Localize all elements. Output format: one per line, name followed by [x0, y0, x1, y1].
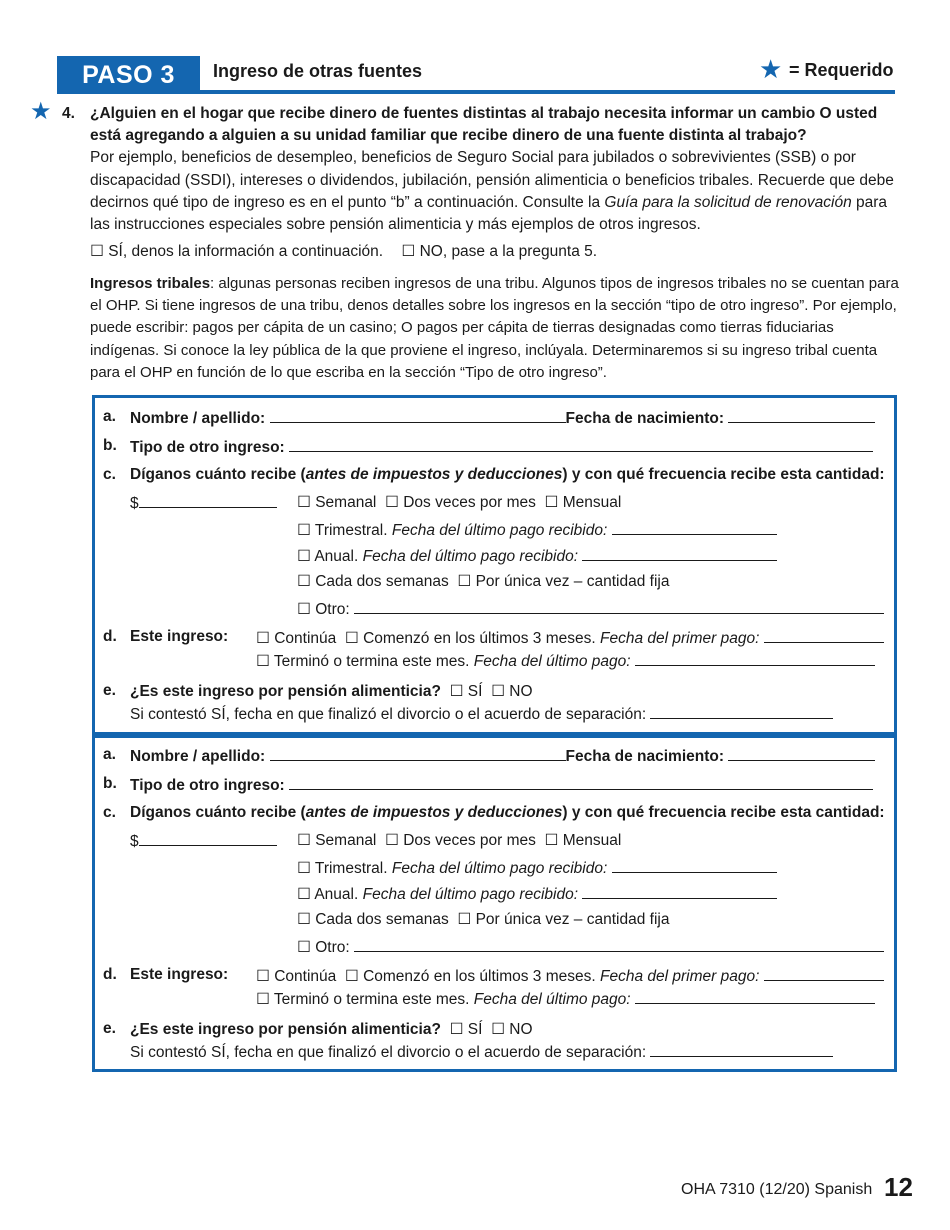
frequency-row-1: [297, 831, 621, 850]
item-b-letter: b.: [103, 775, 117, 792]
other-checkbox[interactable]: ☐ Otro:: [297, 601, 350, 618]
alimony-yes-checkbox[interactable]: ☐ SÍ: [449, 1021, 483, 1038]
type-row: [130, 775, 873, 795]
last-payment-field[interactable]: [635, 651, 875, 666]
annual-last-payment-label: Fecha del último pago recibido:: [362, 886, 579, 903]
option-yes-checkbox[interactable]: ☐ SÍ, denos la información a continuación.: [90, 243, 384, 260]
tribal-income-note: [90, 273, 905, 384]
quarterly-last-payment-label: Fecha del último pago recibido:: [391, 860, 608, 877]
last-payment-label: Fecha del último pago:: [473, 653, 631, 670]
required-star-icon: ★: [759, 54, 783, 84]
type-row: [130, 437, 873, 457]
alimony-question: ¿Es este ingreso por pensión alimenticia?: [130, 1021, 441, 1038]
monthly-checkbox[interactable]: ☐ Mensual: [544, 832, 622, 849]
first-payment-field[interactable]: [764, 628, 884, 643]
name-field[interactable]: [270, 408, 566, 423]
divorce-date-field[interactable]: [650, 1042, 833, 1057]
step-badge: PASO 3: [57, 56, 200, 94]
last-payment-field[interactable]: [635, 989, 875, 1004]
alimony-no-checkbox[interactable]: ☐ NO: [491, 1021, 533, 1038]
item-e-letter: e.: [103, 1020, 116, 1037]
question-options: [90, 242, 611, 261]
alimony-row: [130, 1020, 533, 1039]
guide-title: Guía para la solicitud de renovación: [604, 193, 852, 211]
quarterly-last-payment-label: Fecha del último pago recibido:: [391, 522, 608, 539]
tribal-text: : algunas personas reciben ingresos de una tribu. Algunos tipos de ingresos tribales no se cuentan para el OHP. Si tiene ingresos de una tribu, denos detalles sobre los ingresos en la sección “tipo de otro ingreso”. Por ejemplo, puede escribir: pagos per cápita de un casino; O pagos per cápita de tierras designadas como tierras fiduciarias indígenas. Si conoce la ley pública de la que proviene el ingreso, inclúyala. Determinaremos si su ingreso tribal cuenta para el OHP en función de lo que escriba en la sección “Tipo de otro ingreso”.: [90, 275, 899, 381]
item-e-letter: e.: [103, 682, 116, 699]
tribal-label: Ingresos tribales: [90, 275, 211, 292]
frequency-row-biweekly: [297, 910, 669, 929]
frequency-row-other: [297, 937, 884, 957]
amount-question-italic: antes de impuestos y deducciones: [305, 466, 563, 483]
amount-row: [130, 493, 277, 513]
ended-checkbox[interactable]: ☐ Terminó o termina este mes.: [256, 653, 470, 670]
other-field[interactable]: [354, 937, 884, 952]
question-bold: ¿Alguien en el hogar que recibe dinero de fuentes distintas al trabajo necesita informar un cambio O usted está agregando a alguien a su unidad familiar que recibe dinero de una fuente distinta al trabajo?: [90, 105, 878, 145]
alimony-question: ¿Es este ingreso por pensión alimenticia?: [130, 683, 441, 700]
item-b-letter: b.: [103, 437, 117, 454]
frequency-row-annual: [297, 884, 777, 904]
first-payment-label: Fecha del primer pago:: [600, 968, 760, 985]
divorce-date-row: [130, 1042, 833, 1062]
income-status-row-1: [256, 628, 884, 648]
twice-monthly-checkbox[interactable]: ☐ Dos veces por mes: [385, 832, 536, 849]
weekly-checkbox[interactable]: ☐ Semanal: [297, 494, 377, 511]
other-field[interactable]: [354, 599, 884, 614]
item-a-letter: a.: [103, 408, 116, 425]
monthly-checkbox[interactable]: ☐ Mensual: [544, 494, 622, 511]
required-star-icon: ★: [30, 98, 52, 125]
dollar-sign: $: [130, 495, 139, 512]
annual-checkbox[interactable]: ☐ Anual.: [297, 548, 359, 565]
started-checkbox[interactable]: ☐ Comenzó en los últimos 3 meses.: [344, 968, 596, 985]
dob-field[interactable]: [728, 746, 875, 761]
first-payment-field[interactable]: [764, 966, 884, 981]
annual-checkbox[interactable]: ☐ Anual.: [297, 886, 359, 903]
item-a-letter: a.: [103, 746, 116, 763]
other-income-type-label: Tipo de otro ingreso:: [130, 439, 285, 456]
amount-field[interactable]: [139, 831, 277, 846]
alimony-yes-checkbox[interactable]: ☐ SÍ: [449, 683, 483, 700]
name-row: [130, 408, 875, 428]
page-number: 12: [884, 1172, 913, 1202]
income-status-label: Este ingreso:: [130, 628, 229, 645]
divorce-date-field[interactable]: [650, 704, 833, 719]
continues-checkbox[interactable]: ☐ Continúa: [256, 968, 337, 985]
started-checkbox[interactable]: ☐ Comenzó en los últimos 3 meses.: [344, 630, 596, 647]
amount-field[interactable]: [139, 493, 277, 508]
twice-monthly-checkbox[interactable]: ☐ Dos veces por mes: [385, 494, 536, 511]
ended-checkbox[interactable]: ☐ Terminó o termina este mes.: [256, 991, 470, 1008]
income-status-label: Este ingreso:: [130, 966, 229, 983]
name-row: [130, 746, 875, 766]
amount-question-part2: ) y con qué frecuencia recibe esta cantidad:: [562, 804, 885, 821]
question-text: [90, 103, 905, 236]
dollar-sign: $: [130, 833, 139, 850]
amount-row: [130, 831, 277, 851]
item-d-letter: d.: [103, 966, 117, 983]
question-number: 4.: [62, 105, 75, 122]
name-label: Nombre / apellido:: [130, 748, 266, 765]
annual-last-payment-field[interactable]: [582, 884, 777, 899]
amount-question: [130, 804, 885, 822]
box-divider: [92, 732, 897, 735]
question-body-2: para las instrucciones especiales sobre pensión alimenticia y más ejemplos de otros ingresos.: [90, 193, 888, 234]
header-rule: [57, 90, 895, 94]
continues-checkbox[interactable]: ☐ Continúa: [256, 630, 337, 647]
amount-question-italic: antes de impuestos y deducciones: [305, 804, 563, 821]
one-time-checkbox[interactable]: ☐ Por única vez – cantidad fija: [457, 911, 670, 928]
item-c-letter: c.: [103, 466, 116, 483]
dob-label: Fecha de nacimiento:: [565, 410, 725, 427]
frequency-row-1: [297, 493, 621, 512]
other-income-type-field[interactable]: [289, 775, 873, 790]
alimony-row: [130, 682, 533, 701]
annual-last-payment-label: Fecha del último pago recibido:: [362, 548, 579, 565]
first-payment-label: Fecha del primer pago:: [600, 630, 760, 647]
quarterly-last-payment-field[interactable]: [612, 520, 777, 535]
quarterly-checkbox[interactable]: ☐ Trimestral.: [297, 860, 388, 877]
divorce-date-label: Si contestó SÍ, fecha en que finalizó el divorcio o el acuerdo de separación:: [130, 1044, 647, 1061]
required-legend: = Requerido: [789, 60, 894, 80]
income-status-row-2: [256, 651, 875, 671]
name-label: Nombre / apellido:: [130, 410, 266, 427]
income-status-row-2: [256, 989, 875, 1009]
amount-question-part1: Díganos cuánto recibe (: [130, 466, 306, 483]
amount-question: [130, 466, 885, 484]
other-income-type-field[interactable]: [289, 437, 873, 452]
question-body-1: Por ejemplo, beneficios de desempleo, beneficios de Seguro Social para jubilados o sobrevivientes (SSB) o por discapacidad (SSDI), intereses o dividendos, jubilación, pensión alimenticia o beneficios tribales. Recuerde que debe decirnos qué tipo de ingreso es en el punto “b” a continuación. Consulte la: [90, 149, 894, 211]
income-status-row-1: [256, 966, 884, 986]
quarterly-last-payment-field[interactable]: [612, 858, 777, 873]
biweekly-checkbox[interactable]: ☐ Cada dos semanas: [297, 911, 449, 928]
name-field[interactable]: [270, 746, 566, 761]
option-no-checkbox[interactable]: ☐ NO, pase a la pregunta 5.: [401, 243, 598, 260]
amount-question-part2: ) y con qué frecuencia recibe esta cantidad:: [562, 466, 885, 483]
dob-label: Fecha de nacimiento:: [565, 748, 725, 765]
weekly-checkbox[interactable]: ☐ Semanal: [297, 832, 377, 849]
income-status-label-row: [130, 966, 228, 984]
other-income-type-label: Tipo de otro ingreso:: [130, 777, 285, 794]
one-time-checkbox[interactable]: ☐ Por única vez – cantidad fija: [457, 573, 670, 590]
alimony-no-checkbox[interactable]: ☐ NO: [491, 683, 533, 700]
frequency-row-quarterly: [297, 858, 777, 878]
frequency-row-quarterly: [297, 520, 777, 540]
frequency-row-other: [297, 599, 884, 619]
form-code: OHA 7310 (12/20) Spanish: [681, 1181, 873, 1198]
section-title: Ingreso de otras fuentes: [213, 61, 423, 81]
divorce-date-row: [130, 704, 833, 724]
amount-question-part1: Díganos cuánto recibe (: [130, 804, 306, 821]
divorce-date-label: Si contestó SÍ, fecha en que finalizó el divorcio o el acuerdo de separación:: [130, 706, 647, 723]
frequency-row-annual: [297, 546, 777, 566]
frequency-row-biweekly: [297, 572, 669, 591]
biweekly-checkbox[interactable]: ☐ Cada dos semanas: [297, 573, 449, 590]
quarterly-checkbox[interactable]: ☐ Trimestral.: [297, 522, 388, 539]
item-d-letter: d.: [103, 628, 117, 645]
dob-field[interactable]: [728, 408, 875, 423]
income-status-label-row: [130, 628, 228, 646]
annual-last-payment-field[interactable]: [582, 546, 777, 561]
other-checkbox[interactable]: ☐ Otro:: [297, 939, 350, 956]
last-payment-label: Fecha del último pago:: [473, 991, 631, 1008]
item-c-letter: c.: [103, 804, 116, 821]
